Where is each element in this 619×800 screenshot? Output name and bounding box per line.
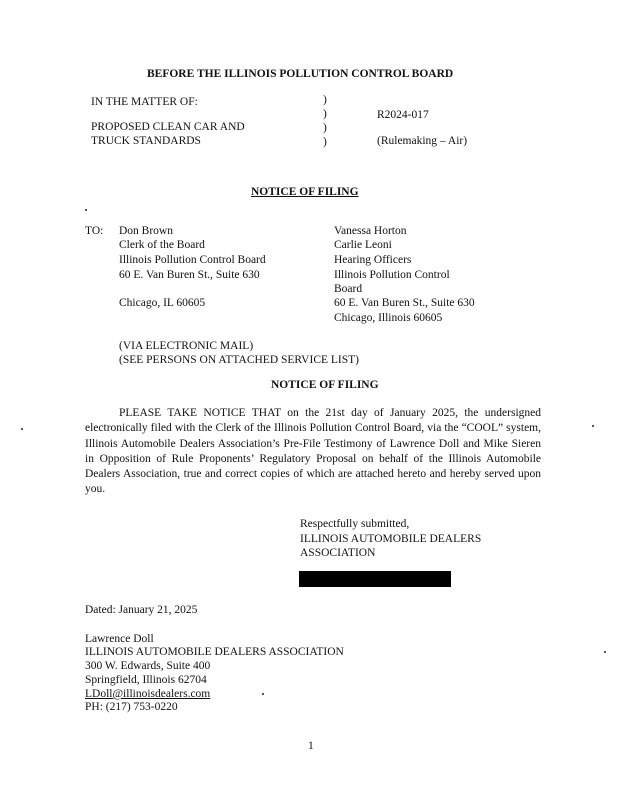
contact-organization: ILLINOIS AUTOMOBILE DEALERS ASSOCIATION [85,646,344,658]
recipient-left-line: Don Brown [119,225,173,237]
signature-org-line-1: ILLINOIS AUTOMOBILE DEALERS [300,533,482,545]
dated-line: Dated: January 21, 2025 [85,604,198,616]
document-title: BEFORE THE ILLINOIS POLLUTION CONTROL BOARD [147,68,454,80]
recipient-right-line: Vanessa Horton [334,225,407,237]
notice-heading: NOTICE OF FILING [251,186,359,198]
caption-proposal-line-1: PROPOSED CLEAN CAR AND [91,121,245,133]
contact-email[interactable]: LDoll@illinoisdealers.com [85,688,211,700]
scan-speck [604,651,606,653]
scan-speck [21,428,23,430]
caption-bracket: ) [323,94,327,106]
recipient-left-line: Clerk of the Board [119,239,205,251]
rulemaking-type: (Rulemaking – Air) [377,135,468,147]
contact-street: 300 W. Edwards, Suite 400 [85,660,211,672]
redacted-signature [299,571,451,587]
recipient-right-line: Chicago, Illinois 60605 [334,312,443,324]
notice-body-paragraph: PLEASE TAKE NOTICE THAT on the 21st day of January 2025, the undersigned electronically filed with the Clerk of the Illinois Pollution Control Board, via the “COOL” system, Illinois Automobile Dealers Association’s Pre-File Testimony of Lawrence Doll and Mike Sieren in Opposition of Rule Proponents’ Regulatory Proposal on behalf of the Illinois Automobile Dealers Association, true and correct copies of which are attached hereto and hereby served upon you. [85,407,541,496]
scan-speck [262,693,264,695]
recipient-right-line: Board [334,283,363,295]
recipient-left-line: Chicago, IL 60605 [119,297,206,309]
caption-bracket: ) [323,136,327,148]
caption-bracket: ) [323,122,327,134]
recipient-left-line: Illinois Pollution Control Board [119,254,266,266]
recipient-left-line: 60 E. Van Buren St., Suite 630 [119,269,260,281]
to-label: TO: [85,225,104,237]
caption-proposal-line-2: TRUCK STANDARDS [91,135,201,147]
signature-closing: Respectfully submitted, [300,518,410,530]
caption-matter-line: IN THE MATTER OF: [91,96,198,108]
docket-number: R2024-017 [377,109,429,121]
delivery-method: (VIA ELECTRONIC MAIL) [119,340,254,352]
page-number: 1 [308,740,314,752]
contact-city: Springfield, Illinois 62704 [85,674,207,686]
notice-heading-2: NOTICE OF FILING [271,379,379,391]
recipient-right-line: Illinois Pollution Control [334,269,450,281]
recipient-right-line: Carlie Leoni [334,239,392,251]
contact-phone: PH: (217) 753-0220 [85,701,178,713]
recipient-right-line: Hearing Officers [334,254,412,266]
service-list-note: (SEE PERSONS ON ATTACHED SERVICE LIST) [119,354,359,366]
recipient-right-line: 60 E. Van Buren St., Suite 630 [334,297,475,309]
caption-bracket: ) [323,108,327,120]
signature-org-line-2: ASSOCIATION [300,547,376,559]
scan-speck [85,209,87,211]
contact-name: Lawrence Doll [85,633,154,645]
scan-speck [592,425,594,427]
